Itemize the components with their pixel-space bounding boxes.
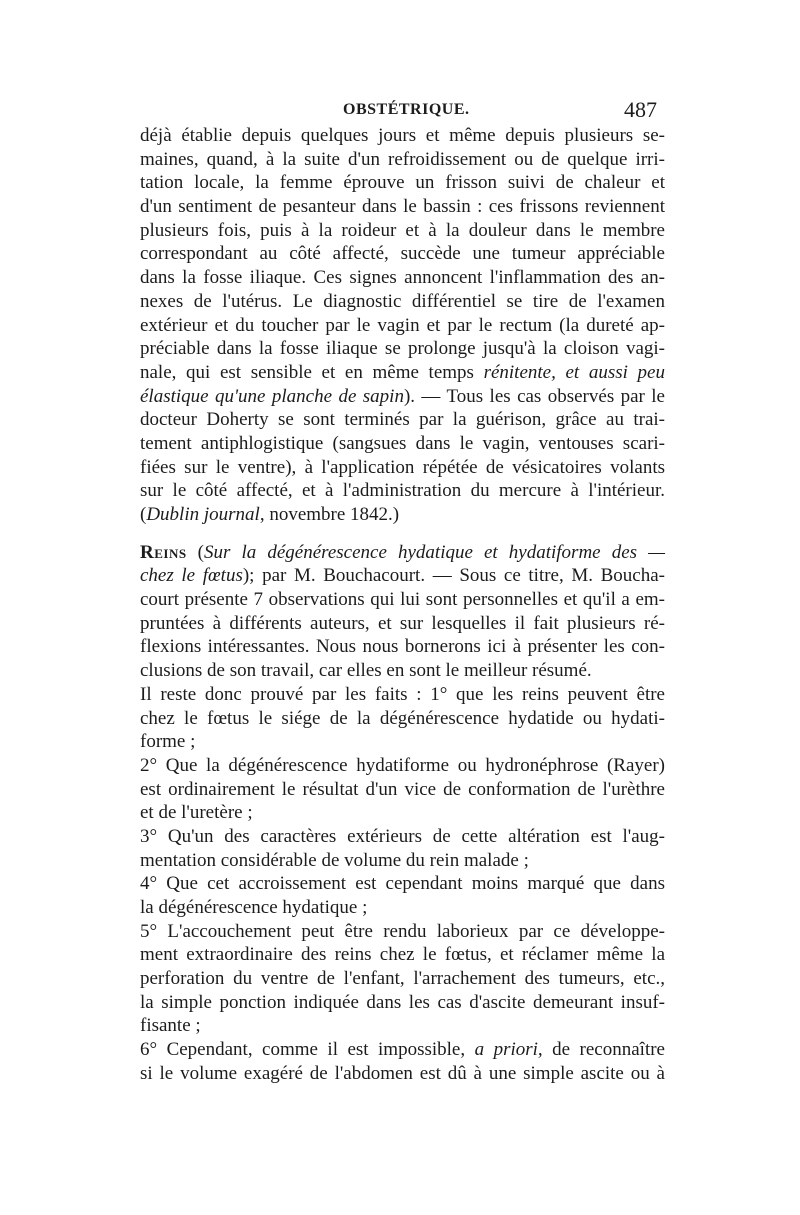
text-line [140, 385, 665, 409]
text-line: clusions de son travail, car elles en sont le meilleur résumé. [140, 660, 592, 682]
text-segment: de reconnaître [542, 1039, 665, 1061]
text-segment: ); par M. Bouchacourt. — Sous ce titre, M. Boucha- [242, 565, 665, 587]
text-line: préciable dans la fosse iliaque se prolonge jusqu'à la cloison vagi- [140, 338, 665, 360]
text-line: déjà établie depuis quelques jours et même depuis plusieurs se- [140, 125, 665, 146]
italic-text: élastique qu'une planche de sapin [140, 385, 404, 407]
text-line: 5° L'accouchement peut être rendu laborieux par ce développe- [140, 920, 665, 942]
text-segment: , novembre 1842.) [259, 504, 400, 525]
text-line: docteur Doherty se sont terminés par la guérison, grâce au trai- [140, 409, 665, 431]
body-text [140, 124, 665, 1086]
section-heading-line [140, 541, 665, 565]
text-line: sur le côté affecté, et à l'administration du mercure à l'intérieur. [140, 480, 665, 502]
text-line: Il reste donc prouvé par les faits : 1° que les reins peuvent être [140, 683, 665, 705]
journal-title: Dublin journal [146, 504, 260, 525]
text-line: si le volume exagéré de l'abdomen est dû à une simple ascite ou à [140, 1062, 665, 1084]
section-heading: Reins [140, 541, 187, 563]
text-line: est ordinairement le résultat d'un vice de conformation de l'urèthre [140, 778, 665, 800]
text-line: maines, quand, à la suite d'un refroidissement ou de quelque irri- [140, 148, 665, 170]
italic-title: Sur la dégénérescence hydatique et hydatiforme des — [204, 541, 665, 563]
text-line [140, 1038, 665, 1062]
text-line: extérieur et du toucher par le vagin et par le rectum (la dureté ap- [140, 314, 665, 336]
running-title: OBSTÉTRIQUE. [343, 101, 470, 118]
text-line: plusieurs fois, puis à la roideur et à la douleur dans le membre [140, 219, 665, 241]
page-header [140, 97, 660, 125]
text-line: pruntées à différents auteurs, et sur lesquelles il fait plusieurs ré- [140, 612, 665, 634]
text-segment: ( [140, 504, 147, 525]
italic-text: rénitente, et aussi peu [483, 361, 665, 383]
citation-line [140, 503, 665, 527]
text-line: perforation du ventre de l'enfant, l'arrachement des tumeurs, etc., [140, 968, 665, 990]
text-line: la simple ponction indiquée dans les cas d'ascite demeurant insuf- [140, 991, 665, 1013]
text-segment: ). — Tous les cas observés par le [403, 385, 665, 407]
text-line [140, 564, 665, 588]
text-line: tation locale, la femme éprouve un frisson suivi de chaleur et [140, 172, 665, 194]
text-line: d'un sentiment de pesanteur dans le bassin : ces frissons reviennent [140, 196, 665, 218]
page-number: 487 [624, 97, 657, 122]
text-segment: ( [186, 541, 204, 563]
text-line: ment extraordinaire des reins chez le fœtus, et réclamer même la [140, 944, 665, 966]
text-line: tement antiphlogistique (sangsues dans le vagin, ventouses scari- [140, 432, 665, 454]
text-line: 2° Que la dégénérescence hydatiforme ou hydronéphrose (Rayer) [140, 754, 665, 776]
italic-title: chez le fœtus [140, 565, 243, 587]
text-line: mentation considérable de volume du rein malade ; [140, 849, 529, 871]
text-line: 4° Que cet accroissement est cependant moins marqué que dans [140, 873, 665, 895]
text-line: fiées sur le ventre), à l'application répétée de vésicatoires volants [140, 456, 665, 478]
paragraph-gap [140, 527, 665, 541]
text-line: fisante ; [140, 1015, 201, 1037]
text-line: nexes de l'utérus. Le diagnostic différentiel se tire de l'examen [140, 290, 665, 312]
text-line: chez le fœtus le siége de la dégénérescence hydatide ou hydati- [140, 707, 665, 729]
text-line: correspondant au côté affecté, succède une tumeur appréciable [140, 243, 665, 265]
text-line: 3° Qu'un des caractères extérieurs de cette altération est l'aug- [140, 825, 665, 847]
text-segment: nale, qui est sensible et en même temps [140, 361, 474, 383]
text-line: flexions intéressantes. Nous nous bornerons ici à présenter les con- [140, 636, 665, 658]
text-line: la dégénérescence hydatique ; [140, 897, 368, 918]
text-line: court présente 7 observations qui lui sont personnelles et qu'il a em- [140, 589, 665, 611]
italic-text: a priori, [474, 1039, 543, 1061]
text-line [140, 361, 665, 385]
text-segment: 6° Cependant, comme il est impossible, [140, 1039, 475, 1061]
text-line: dans la fosse iliaque. Ces signes annoncent l'inflammation des an- [140, 267, 665, 289]
text-line: et de l'uretère ; [140, 802, 253, 824]
text-line: forme ; [140, 731, 196, 753]
